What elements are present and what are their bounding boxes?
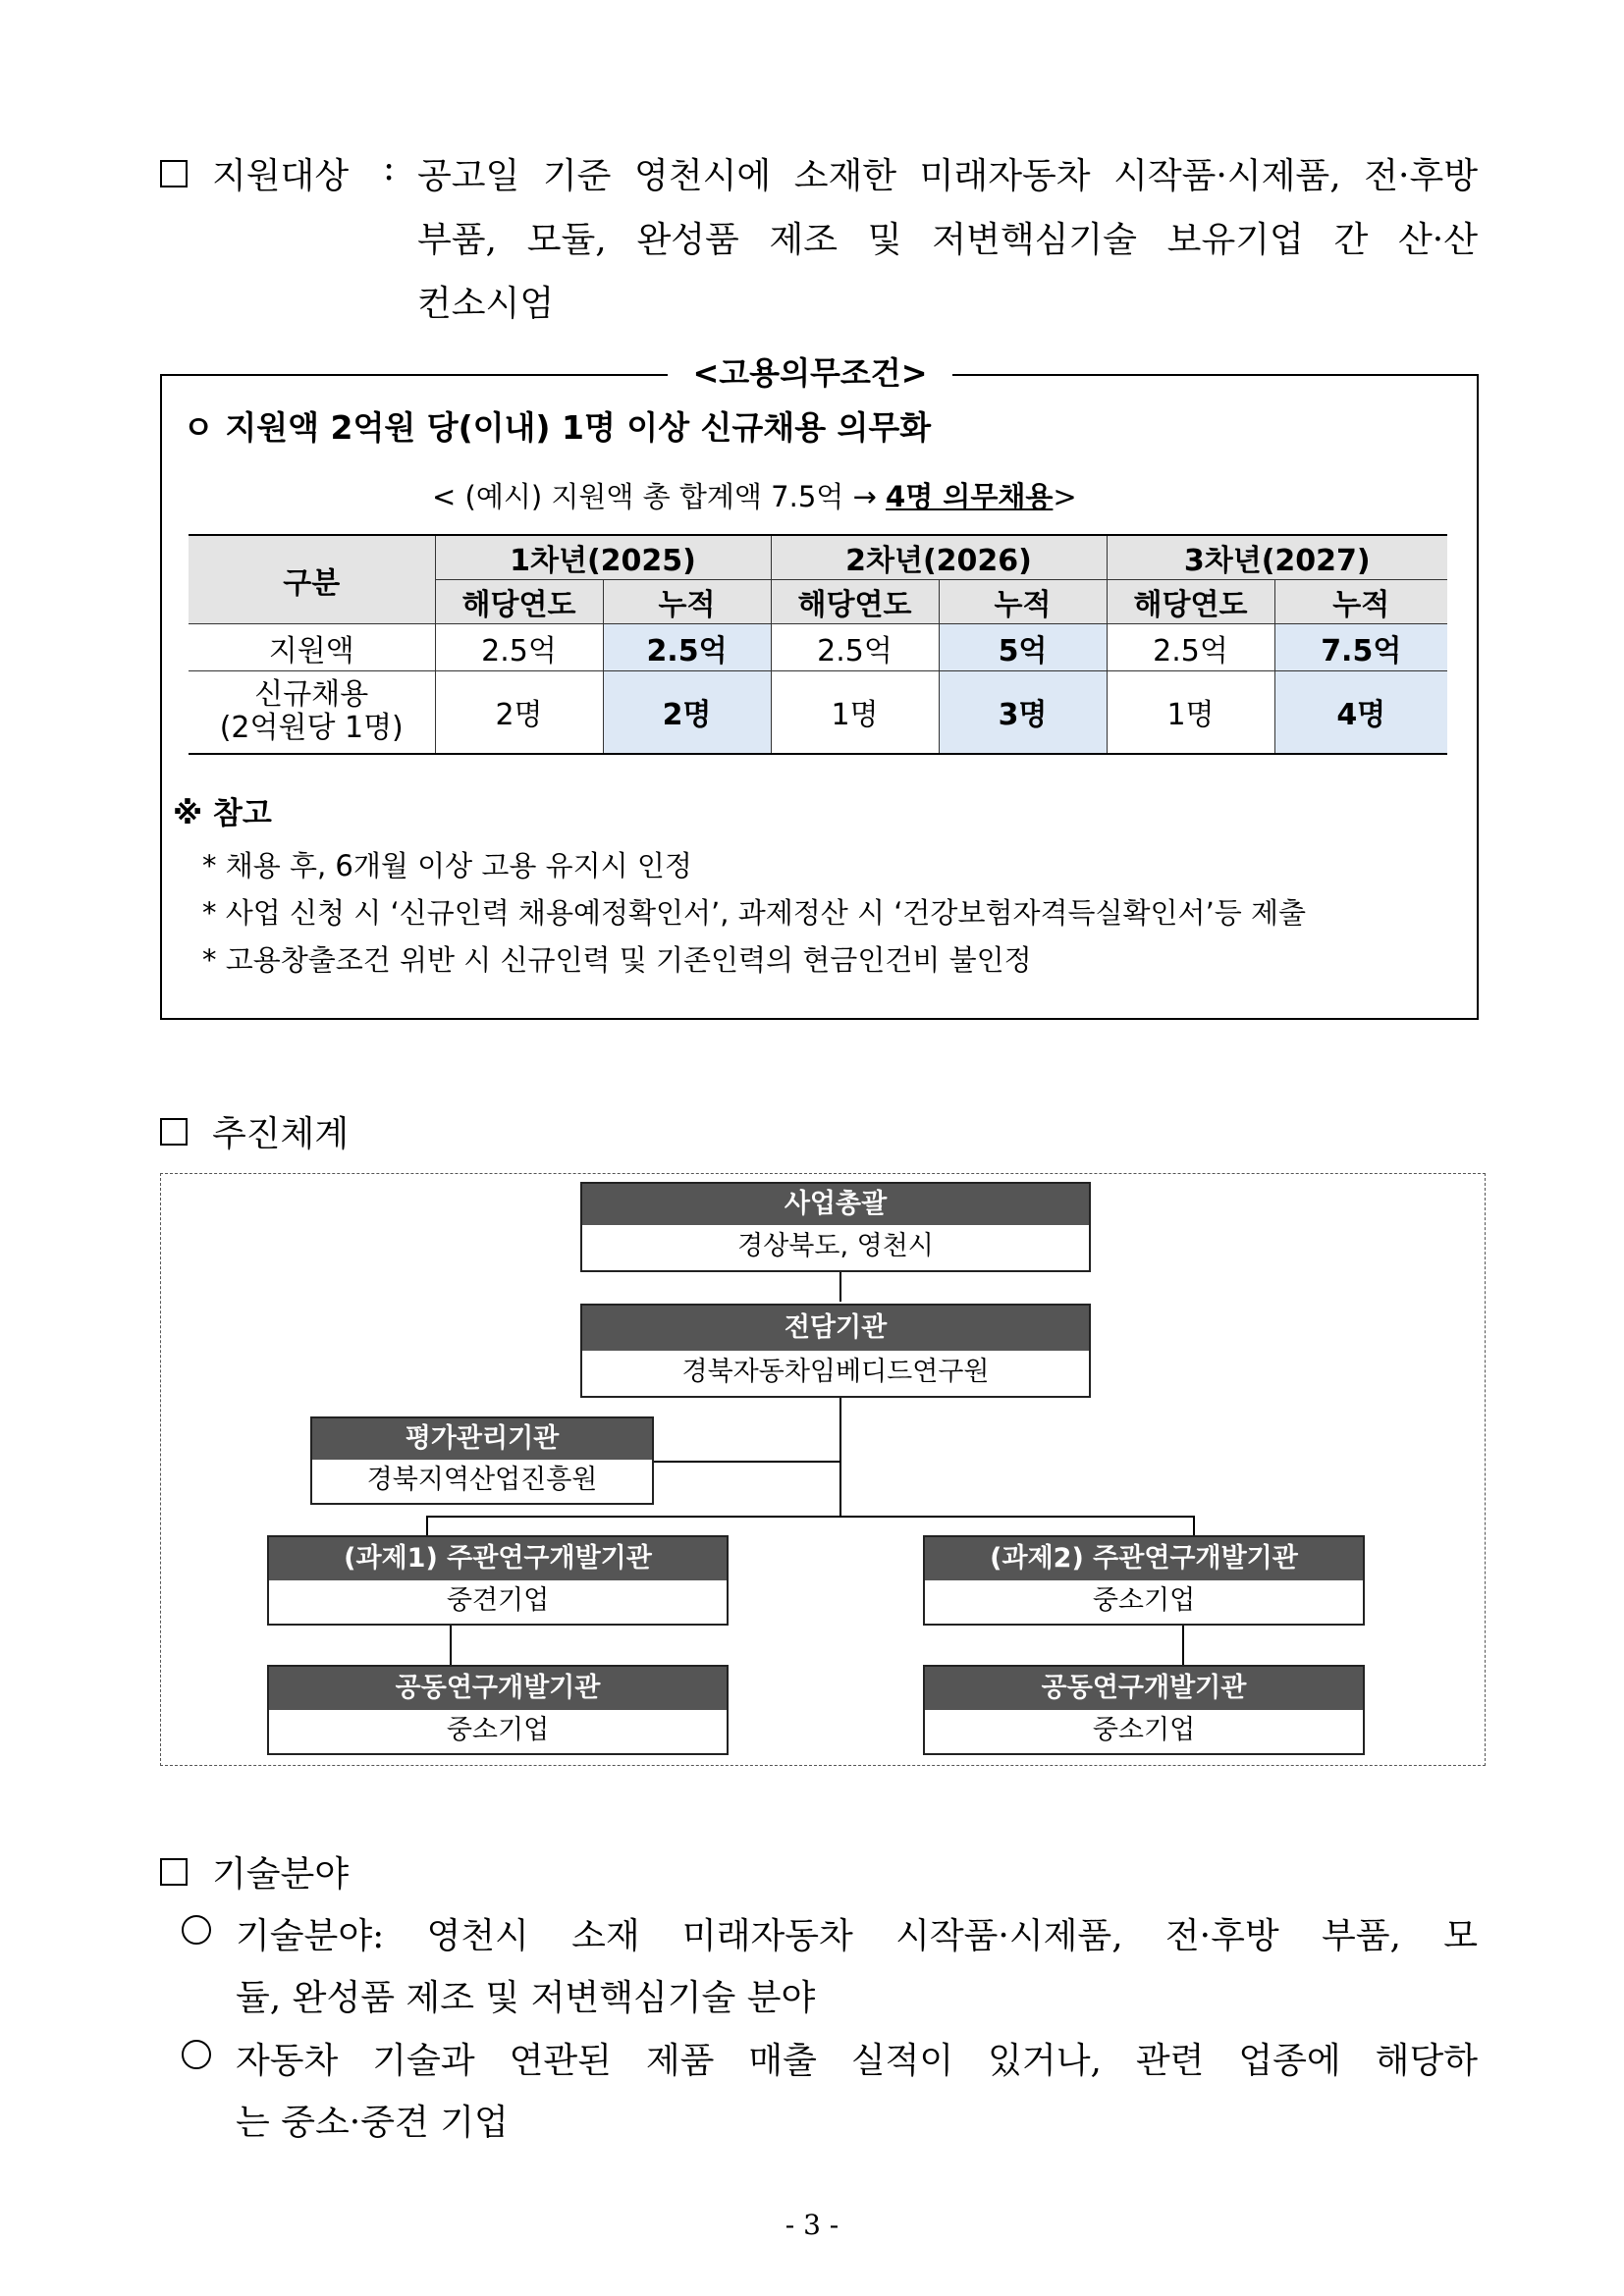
org-node-body: 중견기업 bbox=[446, 1585, 550, 1616]
row-label-hiring bbox=[189, 671, 435, 754]
org-node-title: 전담기관 bbox=[582, 1306, 1089, 1351]
section-checkbox-promotion-system bbox=[160, 1118, 188, 1146]
org-node-title: (과제2) 주관연구개발기관 bbox=[925, 1537, 1363, 1580]
page-number: - 3 - bbox=[785, 2209, 839, 2241]
employment-duty-title: <고용의무조건> bbox=[668, 350, 952, 396]
bullet-circle-icon bbox=[182, 1915, 211, 1945]
org-node-joint-2 bbox=[923, 1665, 1365, 1755]
example-emphasis: 4명 의무채용 bbox=[886, 480, 1054, 513]
table-cell-cumulative: 4명 bbox=[1274, 671, 1447, 754]
org-node-agency bbox=[580, 1304, 1091, 1398]
support-target-line-2: 부품, 모듈, 완성품 제조 및 저변핵심기술 보유기업 간 산·산 bbox=[417, 220, 1478, 260]
note-item: * 사업 신청 시 ‘신규인력 채용예정확인서’, 과제정산 시 ‘건강보험자격득실확인서’등 제출 bbox=[202, 896, 1307, 930]
table-subheader: 누적 bbox=[939, 580, 1107, 624]
table-col-label: 구분 bbox=[189, 535, 435, 624]
table-cell: 2.5억 bbox=[435, 624, 603, 671]
tech-field-bullet-2-line-2: 는 중소·중견 기업 bbox=[236, 2103, 509, 2143]
table-year-1: 1차년(2025) bbox=[435, 535, 771, 580]
example-suffix: > bbox=[1053, 480, 1077, 513]
table-cell-cumulative: 7.5억 bbox=[1274, 624, 1447, 671]
connector-line bbox=[426, 1516, 1195, 1518]
note-item: * 채용 후, 6개월 이상 고용 유지시 인정 bbox=[202, 849, 692, 882]
tech-field-heading: 기술분야 bbox=[212, 1854, 350, 1895]
org-node-body: 경북자동차임베디드연구원 bbox=[681, 1357, 990, 1387]
table-subheader: 해당연도 bbox=[435, 580, 603, 624]
org-node-lead-1 bbox=[267, 1535, 729, 1626]
row-label-support: 지원액 bbox=[189, 624, 435, 671]
table-row bbox=[189, 671, 1447, 754]
employment-duty-example bbox=[432, 475, 1077, 515]
table-cell: 1명 bbox=[771, 671, 939, 754]
support-target-separator: : bbox=[383, 148, 396, 188]
org-node-title: 사업총괄 bbox=[582, 1184, 1089, 1225]
tech-field-bullet-1-line-2: 듈, 완성품 제조 및 저변핵심기술 분야 bbox=[236, 1978, 816, 2018]
table-subheader: 누적 bbox=[603, 580, 771, 624]
connector-line bbox=[839, 1396, 841, 1516]
section-checkbox-support-target bbox=[160, 160, 188, 187]
tech-field-bullet-2-line-1: 자동차 기술과 연관된 제품 매출 실적이 있거나, 관련 업종에 해당하 bbox=[236, 2041, 1478, 2081]
org-node-title: (과제1) 주관연구개발기관 bbox=[269, 1537, 727, 1580]
org-node-overall bbox=[580, 1182, 1091, 1272]
table-cell-cumulative: 2.5억 bbox=[603, 624, 771, 671]
org-node-joint-1 bbox=[267, 1665, 729, 1755]
note-title: ※ 참고 bbox=[173, 796, 272, 831]
org-node-body: 중소기업 bbox=[446, 1715, 550, 1745]
connector-line bbox=[1193, 1516, 1195, 1535]
employment-table bbox=[189, 534, 1447, 755]
org-node-body: 중소기업 bbox=[1092, 1585, 1196, 1616]
table-year-3: 3차년(2027) bbox=[1107, 535, 1447, 580]
org-node-body: 경상북도, 영천시 bbox=[737, 1231, 934, 1261]
table-header-row bbox=[189, 535, 1447, 580]
row-label-line: 신규채용 bbox=[254, 677, 369, 713]
bullet-circle-icon bbox=[182, 2040, 211, 2069]
org-node-body: 경북지역산업진흥원 bbox=[366, 1465, 598, 1495]
table-cell: 2.5억 bbox=[1107, 624, 1274, 671]
employment-duty-headline: ㅇ 지원액 2억원 당(이내) 1명 이상 신규채용 의무화 bbox=[183, 408, 932, 447]
connector-line bbox=[652, 1461, 840, 1463]
support-target-label: 지원대상 bbox=[212, 156, 350, 196]
org-node-title: 공동연구개발기관 bbox=[925, 1667, 1363, 1710]
table-cell-cumulative: 3명 bbox=[939, 671, 1107, 754]
connector-line bbox=[450, 1624, 452, 1665]
promotion-system-heading: 추진체계 bbox=[212, 1114, 350, 1154]
table-subheader: 해당연도 bbox=[771, 580, 939, 624]
table-cell: 2.5억 bbox=[771, 624, 939, 671]
table-subheader: 누적 bbox=[1274, 580, 1447, 624]
org-node-lead-2 bbox=[923, 1535, 1365, 1626]
table-cell-cumulative: 5억 bbox=[939, 624, 1107, 671]
table-subheader: 해당연도 bbox=[1107, 580, 1274, 624]
table-row bbox=[189, 624, 1447, 671]
tech-field-bullet-1-line-1: 기술분야: 영천시 소재 미래자동차 시작품·시제품, 전·후방 부품, 모 bbox=[236, 1916, 1478, 1956]
note-item: * 고용창출조건 위반 시 신규인력 및 기존인력의 현금인건비 불인정 bbox=[202, 943, 1032, 977]
org-node-title: 공동연구개발기관 bbox=[269, 1667, 727, 1710]
example-prefix: < (예시) 지원액 총 합계액 7.5억 → bbox=[432, 480, 887, 513]
connector-line bbox=[1182, 1624, 1184, 1665]
connector-line bbox=[839, 1270, 841, 1302]
support-target-line-3: 컨소시엄 bbox=[417, 284, 555, 324]
connector-line bbox=[426, 1516, 428, 1535]
org-node-title: 평가관리기관 bbox=[312, 1418, 652, 1460]
table-cell: 1명 bbox=[1107, 671, 1274, 754]
section-checkbox-tech-field bbox=[160, 1858, 188, 1886]
support-target-line-1: 공고일 기준 영천시에 소재한 미래자동차 시작품·시제품, 전·후방 bbox=[417, 156, 1478, 196]
org-node-body: 중소기업 bbox=[1092, 1715, 1196, 1745]
org-node-evaluation bbox=[310, 1416, 654, 1505]
row-label-line: (2억원당 1명) bbox=[219, 711, 404, 746]
table-cell: 2명 bbox=[435, 671, 603, 754]
table-cell-cumulative: 2명 bbox=[603, 671, 771, 754]
table-year-2: 2차년(2026) bbox=[771, 535, 1107, 580]
